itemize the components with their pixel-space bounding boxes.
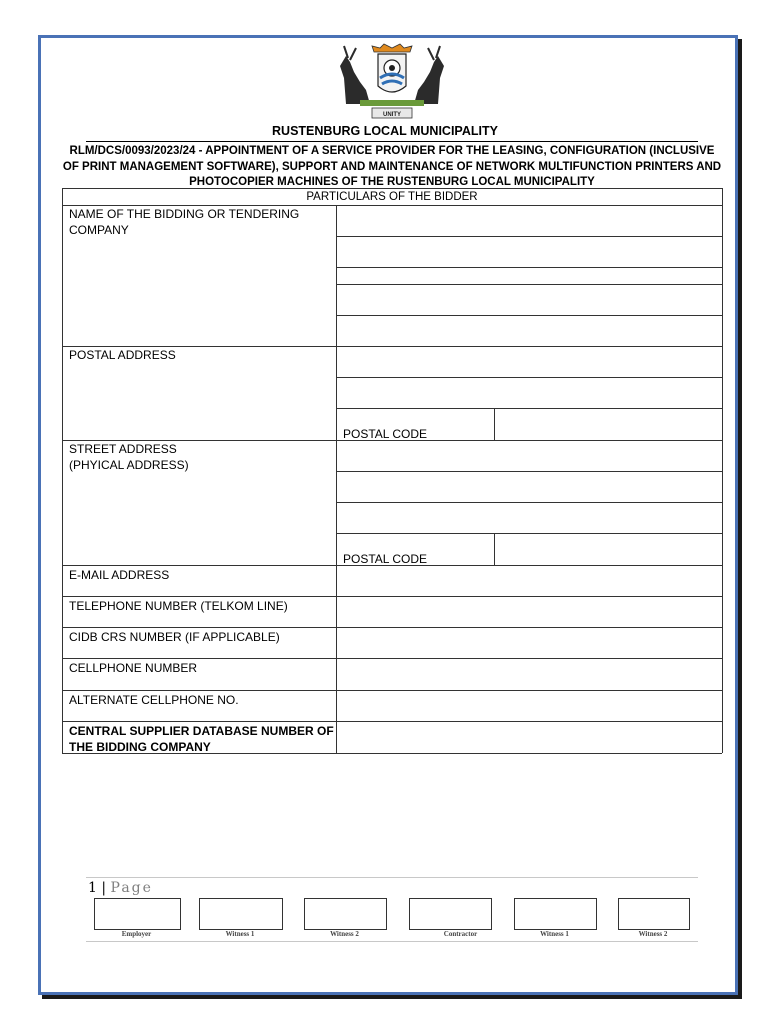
- signatory-label: Employer: [121, 930, 152, 938]
- signatory-label: Witness 1: [540, 930, 569, 938]
- street-address-label: STREET ADDRESS: [69, 442, 177, 456]
- page-word: Page: [110, 880, 153, 896]
- physical-address-label: (PHYICAL ADDRESS): [69, 458, 189, 472]
- street-address-field-1[interactable]: [337, 441, 722, 471]
- crest-motto: UNITY: [383, 112, 401, 118]
- page-number-value: 1: [88, 880, 97, 896]
- postal-address-field-1[interactable]: [337, 347, 722, 377]
- initial-box-employer[interactable]: [94, 898, 181, 930]
- page-separator: |: [101, 880, 107, 896]
- municipal-crest-logo: [330, 42, 454, 122]
- table-top-border: [62, 188, 722, 189]
- postal-address-label: POSTAL ADDRESS: [69, 348, 176, 362]
- street-address-field-3[interactable]: [337, 503, 722, 533]
- section-title: PARTICULARS OF THE BIDDER: [306, 191, 478, 203]
- csd-label: CENTRAL SUPPLIER DATABASE NUMBER OF THE BIDDING COMPANY: [69, 724, 334, 754]
- cidb-label: CIDB CRS NUMBER (IF APPLICABLE): [69, 630, 280, 644]
- initial-box-contractor[interactable]: [409, 898, 492, 930]
- street-postal-code-label: POSTAL CODE: [343, 552, 428, 566]
- initial-box-contractor-witness-1[interactable]: [514, 898, 597, 930]
- company-name-field-1[interactable]: [337, 206, 722, 236]
- cellphone-label: CELLPHONE NUMBER: [69, 661, 198, 675]
- email-label: E-MAIL ADDRESS: [69, 568, 170, 582]
- title-underline: [86, 141, 698, 142]
- signatory-label: Witness 2: [330, 930, 359, 938]
- page-number: [88, 880, 153, 896]
- email-field[interactable]: [337, 566, 722, 596]
- alt-cellphone-field[interactable]: [337, 691, 722, 721]
- company-name-field-5[interactable]: [337, 316, 722, 346]
- company-name-label: NAME OF THE BIDDING OR TENDERING COMPANY: [69, 207, 300, 237]
- municipality-title: RUSTENBURG LOCAL MUNICIPALITY: [272, 124, 498, 138]
- telephone-field[interactable]: [337, 597, 722, 627]
- postal-code-field[interactable]: [495, 409, 722, 440]
- telephone-label: TELEPHONE NUMBER (TELKOM LINE): [69, 599, 288, 613]
- street-postal-code-field[interactable]: [495, 534, 722, 565]
- cellphone-field[interactable]: [337, 659, 722, 690]
- signatory-label: Witness 2: [638, 930, 668, 938]
- csd-field[interactable]: [337, 722, 722, 753]
- cidb-field[interactable]: [337, 628, 722, 658]
- street-address-field-2[interactable]: [337, 472, 722, 502]
- table-left-border: [62, 188, 63, 753]
- signatory-label: Witness 1: [225, 930, 255, 938]
- company-name-field-2[interactable]: [337, 237, 722, 267]
- initial-box-witness-1[interactable]: [199, 898, 283, 930]
- postal-code-label: POSTAL CODE: [343, 427, 428, 441]
- postal-address-field-2[interactable]: [337, 378, 722, 408]
- tender-description: RLM/DCS/0093/2023/24 - APPOINTMENT OF A SERVICE PROVIDER FOR THE LEASING, CONFIGURATION (INCLUSIVE OF PRINT MANAGEMENT SOFTWARE), SUPPORT AND MAINTENANCE OF NETWORK MULTIFUNCTION PRINTERS AND PHOTOCOPIER MACHINES OF THE RUSTENBURG LOCAL MUNICIPALITY: [62, 145, 722, 188]
- company-name-field-3[interactable]: [337, 268, 722, 284]
- footer-top-rule: [86, 877, 698, 878]
- initial-box-witness-2[interactable]: [304, 898, 387, 930]
- footer-bottom-rule: [86, 941, 698, 942]
- alt-cellphone-label: ALTERNATE CELLPHONE NO.: [69, 693, 239, 707]
- initial-box-contractor-witness-2[interactable]: [618, 898, 690, 930]
- signatory-label: Contractor: [443, 930, 478, 938]
- company-name-field-4[interactable]: [337, 285, 722, 315]
- table-right-border: [722, 188, 723, 753]
